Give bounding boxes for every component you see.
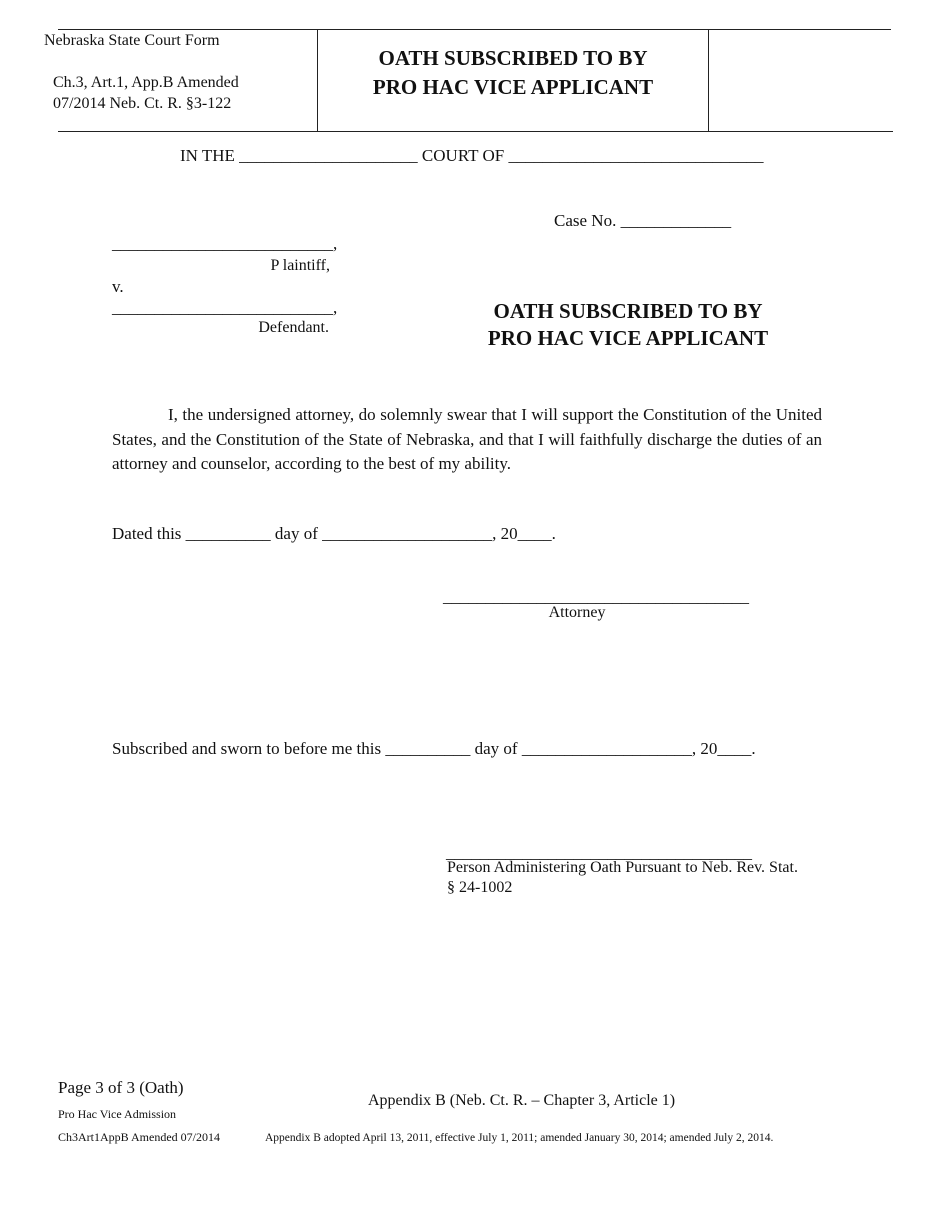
notary-label: Person Administering Oath Pursuant to Neb. Rev. Stat. § 24-1002 [447, 859, 798, 896]
footer-history: Appendix B adopted April 13, 2011, effective July 1, 2011; amended January 30, 2014; amended July 2, 2014. [265, 1132, 774, 1144]
form-name: Nebraska State Court Form [44, 32, 220, 49]
footer-doc-name: Pro Hac Vice Admission [58, 1107, 177, 1121]
header-title-line2: PRO HAC VICE APPLICANT [372, 75, 654, 99]
document-title [450, 298, 806, 352]
document-title-line1: OATH SUBSCRIBED TO BY [493, 299, 763, 323]
form-citation-line2: 07/2014 Neb. Ct. R. §3-122 [53, 95, 232, 112]
attorney-signature-line: ____________________________________ [443, 587, 749, 606]
header-bottom-rule [58, 131, 893, 132]
dated-line: Dated this __________ day of ____________________, 20____. [112, 524, 556, 543]
oath-paragraph: I, the undersigned attorney, do solemnly swear that I will support the Constitution of the United States, and the Constitution of the State of Nebraska, and that I will faithfully discharge the duties of an attorney and counselor, according to the best of my ability. [112, 405, 822, 473]
versus: v. [112, 277, 124, 296]
plaintiff-blank: __________________________, [112, 234, 338, 253]
defendant-blank: __________________________, [112, 298, 338, 317]
footer-appendix: Appendix B (Neb. Ct. R. – Chapter 3, Article 1) [368, 1092, 676, 1109]
court-line: IN THE _____________________ COURT OF ______________________________ [180, 146, 764, 165]
header-title-line1: OATH SUBSCRIBED TO BY [378, 46, 648, 70]
defendant-label: Defendant. [258, 319, 329, 336]
document-title-line2: PRO HAC VICE APPLICANT [487, 326, 769, 350]
case-number: Case No. _____________ [554, 211, 732, 230]
header-title [318, 44, 708, 102]
footer-doc-code: Ch3Art1AppB Amended 07/2014 [58, 1130, 220, 1144]
attorney-label: Attorney [548, 604, 606, 621]
page-number: Page 3 of 3 (Oath) [58, 1078, 184, 1097]
plaintiff-label: P laintiff, [270, 257, 330, 274]
form-citation-line1: Ch.3, Art.1, App.B Amended [53, 74, 239, 91]
subscribed-line: Subscribed and sworn to before me this __________ day of ____________________, 20____. [112, 739, 756, 758]
header-top-rule [58, 29, 891, 30]
notary-signature-line: ____________________________________ [446, 843, 752, 862]
header-divider-right [708, 29, 709, 131]
